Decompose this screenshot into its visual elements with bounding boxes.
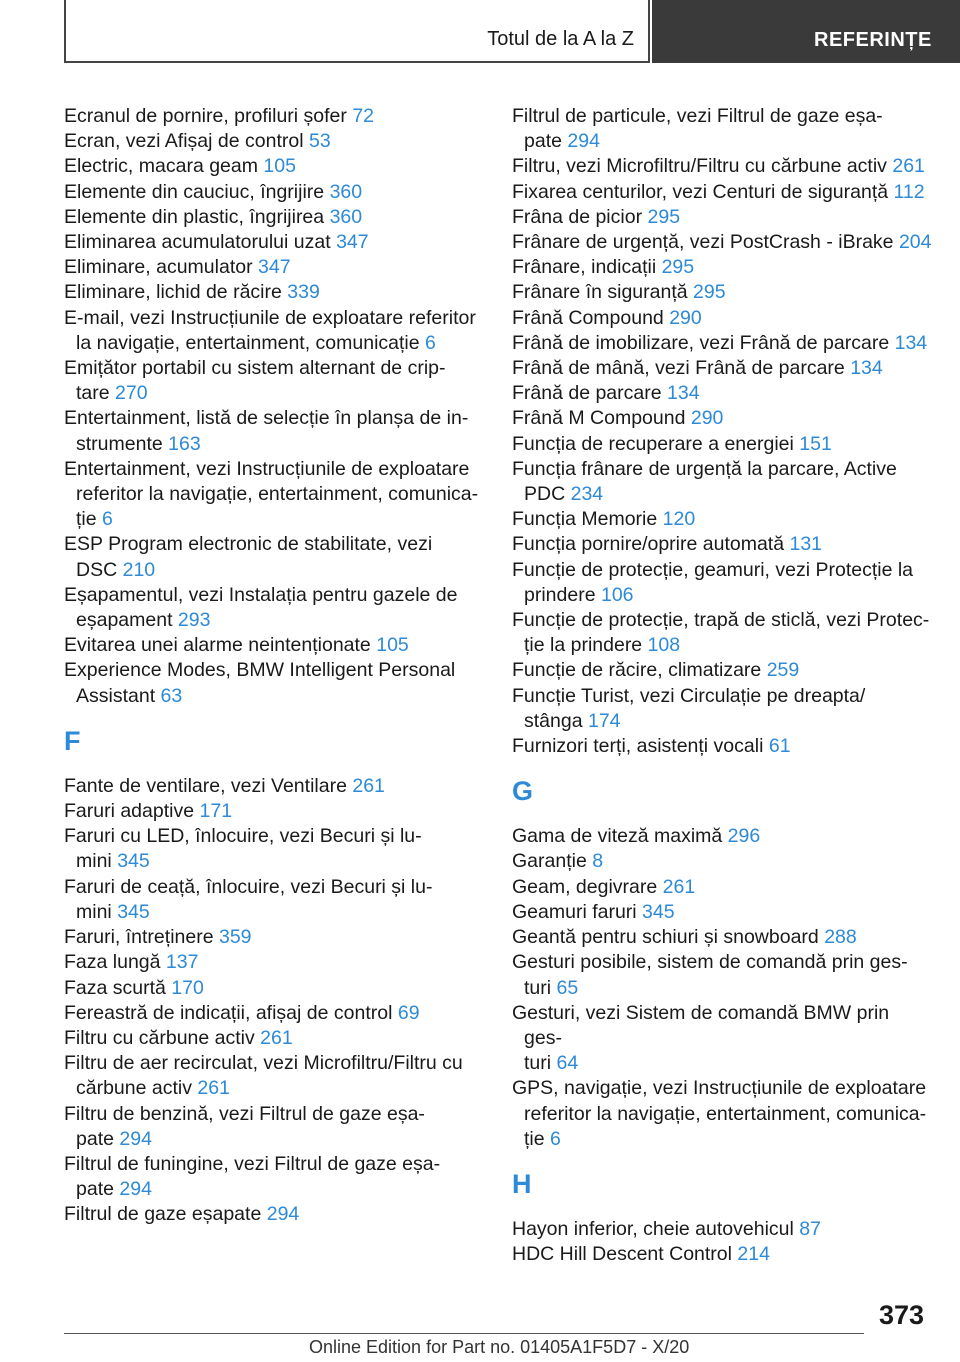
index-page-link[interactable]: 345 bbox=[117, 900, 150, 923]
index-page-link[interactable]: 295 bbox=[693, 281, 726, 304]
index-page-link[interactable]: 345 bbox=[642, 900, 675, 923]
index-page-link[interactable]: 105 bbox=[263, 155, 296, 178]
index-entry bbox=[512, 104, 932, 154]
index-entry-text: Fereastră de indicații, afișaj de control bbox=[64, 1001, 393, 1024]
index-page-link[interactable]: 64 bbox=[556, 1052, 579, 1075]
index-page-link[interactable]: 288 bbox=[824, 926, 857, 949]
index-entry-text: Frânare de urgență, vezi PostCrash - iBrake bbox=[512, 231, 894, 254]
index-page-link[interactable]: 210 bbox=[122, 558, 156, 581]
index-entry bbox=[64, 774, 484, 799]
index-entry-text: Furnizori terți, asistenți vocali bbox=[512, 735, 764, 758]
index-page-link[interactable]: 261 bbox=[352, 774, 385, 797]
index-entry bbox=[512, 532, 932, 557]
index-page-link[interactable]: 112 bbox=[893, 180, 925, 203]
index-page-link[interactable]: 134 bbox=[894, 331, 928, 354]
index-entry bbox=[64, 1202, 484, 1227]
index-entry bbox=[64, 532, 484, 582]
index-entry-text: Frână Compound bbox=[512, 306, 664, 329]
index-entry-text: Ecranul de pornire, profiluri șofer bbox=[64, 105, 347, 127]
index-entry-text: Funcția pornire/oprire automată bbox=[512, 533, 785, 556]
index-entry-text: Fixarea centurilor, vezi Centuri de siguranță bbox=[512, 180, 889, 203]
index-entry bbox=[64, 799, 484, 824]
index-page-link[interactable]: 360 bbox=[329, 180, 363, 203]
index-page-link[interactable]: 234 bbox=[570, 483, 604, 506]
index-column-right bbox=[512, 104, 932, 1267]
index-entry bbox=[512, 205, 932, 230]
footer-edition-text: Online Edition for Part no. 01405A1F5D7 - X/20 bbox=[309, 1337, 690, 1357]
index-entry-text: Funcția de recuperare a energiei bbox=[512, 432, 794, 455]
index-entry bbox=[512, 306, 932, 331]
header-title: Totul de la A la Z bbox=[487, 28, 634, 50]
index-page-link[interactable]: 63 bbox=[160, 684, 183, 707]
index-entry bbox=[512, 331, 932, 356]
index-page-link[interactable]: 294 bbox=[119, 1127, 152, 1150]
index-page-link[interactable]: 120 bbox=[662, 508, 696, 531]
index-entry bbox=[512, 230, 932, 255]
index-entry-text: Faruri, întreținere bbox=[64, 926, 214, 949]
index-entry-text: Funcția frânare de urgență la parcare, Active PDC bbox=[512, 457, 897, 506]
index-entry bbox=[512, 558, 932, 608]
index-page-link[interactable]: 61 bbox=[768, 735, 791, 758]
index-page-link[interactable]: 170 bbox=[171, 976, 204, 999]
index-entry-text: Filtrul de particule, vezi Filtrul de gaze eșa- pate bbox=[512, 105, 883, 153]
index-entry-text: Frână de parcare bbox=[512, 382, 662, 405]
index-entry-text: Ecran, vezi Afișaj de control bbox=[64, 130, 304, 153]
index-entry bbox=[64, 824, 484, 874]
index-entry bbox=[512, 457, 932, 507]
index-page-link[interactable]: 261 bbox=[260, 1026, 293, 1049]
index-entry-text: Funcție Turist, vezi Circulație pe dreapta/ stânga bbox=[512, 684, 866, 732]
index-page-link[interactable]: 347 bbox=[258, 256, 291, 279]
index-entry bbox=[64, 154, 484, 179]
header-section-label: REFERINȚE bbox=[814, 29, 932, 51]
index-page-link[interactable]: 294 bbox=[266, 1203, 300, 1226]
index-entry-text: Frână de imobilizare, vezi Frână de parcare bbox=[512, 331, 890, 354]
index-entry-text: Eliminare, acumulator bbox=[64, 256, 253, 279]
index-entry bbox=[64, 280, 484, 305]
index-entry bbox=[512, 1076, 932, 1152]
index-page-link[interactable]: 69 bbox=[397, 1001, 420, 1024]
index-entry bbox=[512, 658, 932, 683]
index-entry-text: Faruri de ceață, înlocuire, vezi Becuri și lu- mini bbox=[64, 875, 433, 923]
index-page-link[interactable]: 261 bbox=[662, 875, 696, 898]
index-entry bbox=[512, 824, 932, 849]
index-entry-text: Gama de viteză maximă bbox=[512, 825, 723, 848]
index-entry-text: Hayon inferior, cheie autovehicul bbox=[512, 1217, 794, 1240]
index-entry bbox=[512, 381, 932, 406]
index-entry-text: Filtru cu cărbune activ bbox=[64, 1026, 255, 1049]
index-entry-text: Entertainment, vezi Instrucțiunile de exploatare referitor la navigație, entertainment, comunica- ție bbox=[64, 457, 479, 531]
index-entry-text: Eliminare, lichid de răcire bbox=[64, 281, 282, 304]
index-entry bbox=[512, 849, 932, 874]
index-entry-text: Electric, macara geam bbox=[64, 155, 258, 178]
index-entry-text: Filtru de aer recirculat, vezi Microfiltru/Filtru cu cărbune activ bbox=[64, 1052, 463, 1100]
index-page-link[interactable]: 163 bbox=[168, 432, 201, 455]
index-entry bbox=[64, 406, 484, 456]
index-entry bbox=[64, 1102, 484, 1152]
index-entry bbox=[64, 633, 484, 658]
index-entry-text: Evitarea unei alarme neintenționate bbox=[64, 634, 371, 657]
index-page-link[interactable]: 261 bbox=[197, 1077, 230, 1100]
index-page-link[interactable]: 134 bbox=[667, 382, 700, 405]
index-entry bbox=[512, 950, 932, 1000]
index-page-link[interactable]: 295 bbox=[647, 205, 681, 228]
index-entry-text: Faza scurtă bbox=[64, 976, 166, 999]
index-entry bbox=[64, 104, 484, 129]
index-page-link[interactable]: 270 bbox=[115, 382, 148, 405]
index-entry-text: Faruri cu LED, înlocuire, vezi Becuri și lu- mini bbox=[64, 825, 422, 873]
index-entry bbox=[512, 900, 932, 925]
index-entry-text: Experience Modes, BMW Intelligent Personal Assistant bbox=[64, 659, 456, 707]
index-entry-text: Frână M Compound bbox=[512, 407, 686, 430]
index-page-link[interactable]: 87 bbox=[799, 1217, 821, 1240]
index-page-link[interactable]: 339 bbox=[287, 281, 320, 304]
footer-divider bbox=[64, 1333, 864, 1334]
index-entry bbox=[512, 180, 932, 205]
index-letter-heading: G bbox=[512, 776, 534, 807]
index-entry-text: Filtrul de funingine, vezi Filtrul de gaze eșa- pate bbox=[64, 1152, 441, 1201]
index-entry-text: Funcție de protecție, geamuri, vezi Protecție la prindere bbox=[512, 558, 914, 606]
header-section-tab bbox=[652, 0, 960, 63]
index-page-link[interactable]: 296 bbox=[727, 825, 761, 848]
index-page-link[interactable]: 290 bbox=[669, 306, 702, 329]
index-entry-text: Geantă pentru schiuri și snowboard bbox=[512, 926, 819, 949]
index-entry bbox=[512, 608, 932, 658]
index-entry bbox=[64, 976, 484, 1001]
index-entry bbox=[64, 129, 484, 154]
index-entry-text: HDC Hill Descent Control bbox=[512, 1243, 732, 1266]
index-entry-text: Filtru de benzină, vezi Filtrul de gaze eșa- pate bbox=[64, 1102, 425, 1150]
index-entry bbox=[64, 180, 484, 205]
index-page-link[interactable]: 295 bbox=[661, 256, 695, 279]
index-entry bbox=[512, 1242, 932, 1267]
index-entry-text: Elemente din plastic, îngrijirea bbox=[64, 205, 325, 228]
index-entry bbox=[64, 925, 484, 950]
index-entry bbox=[512, 432, 932, 457]
index-letter-heading: H bbox=[512, 1168, 532, 1199]
index-entry-text: Entertainment, listă de selecție în planșa de in- strumente bbox=[64, 407, 469, 455]
index-page-link[interactable]: 53 bbox=[308, 130, 331, 153]
index-page-link[interactable]: 360 bbox=[329, 205, 363, 228]
index-entry bbox=[64, 255, 484, 280]
index-entry-text: Gesturi posibile, sistem de comandă prin ges- turi bbox=[512, 951, 908, 999]
index-entry-text: Frânare, indicații bbox=[512, 256, 657, 279]
index-entry bbox=[64, 356, 484, 406]
index-entry bbox=[64, 875, 484, 925]
index-entry-text: Emițător portabil cu sistem alternant de crip- tare bbox=[64, 357, 446, 405]
index-entry bbox=[512, 925, 932, 950]
index-entry bbox=[512, 507, 932, 532]
index-page-link[interactable]: 174 bbox=[587, 709, 621, 732]
index-column-left bbox=[64, 104, 484, 1228]
index-page-link[interactable]: 106 bbox=[600, 583, 634, 606]
index-page-link[interactable]: 108 bbox=[647, 634, 681, 657]
index-entry bbox=[512, 734, 932, 759]
index-entry bbox=[64, 583, 484, 633]
index-entry bbox=[512, 255, 932, 280]
index-entry bbox=[64, 1026, 484, 1051]
index-entry-text: Eliminarea acumulatorului uzat bbox=[64, 231, 331, 254]
index-page-link[interactable]: 6 bbox=[425, 331, 436, 354]
index-entry-text: Filtrul de gaze eșapate bbox=[64, 1203, 262, 1226]
index-entry-text: Funcția Memorie bbox=[512, 508, 658, 531]
index-entry-text: Funcție de răcire, climatizare bbox=[512, 659, 762, 682]
index-entry-text: Fante de ventilare, vezi Ventilare bbox=[64, 774, 347, 797]
index-entry bbox=[64, 1001, 484, 1026]
index-entry bbox=[64, 950, 484, 975]
index-entry bbox=[64, 457, 484, 533]
index-page-link[interactable]: 6 bbox=[550, 1127, 561, 1150]
index-entry-text: Geam, degivrare bbox=[512, 875, 658, 898]
index-page-link[interactable]: 345 bbox=[117, 850, 150, 873]
index-page-link[interactable]: 294 bbox=[119, 1178, 152, 1201]
index-entry-text: Gesturi, vezi Sistem de comandă BMW prin ges- turi bbox=[512, 1001, 890, 1075]
index-page-link[interactable]: 131 bbox=[789, 533, 823, 556]
index-page-link[interactable]: 8 bbox=[592, 850, 604, 873]
index-entry-text: Faza lungă bbox=[64, 951, 161, 974]
index-page-link[interactable]: 137 bbox=[165, 951, 199, 974]
index-page-link[interactable]: 347 bbox=[336, 231, 369, 254]
index-entry-text: Frânare în siguranță bbox=[512, 281, 688, 304]
index-entry-text: Funcție de protecție, trapă de sticlă, vezi Protec- ție la prindere bbox=[512, 609, 930, 657]
index-entry bbox=[512, 875, 932, 900]
index-entry bbox=[512, 1217, 932, 1242]
index-entry bbox=[512, 406, 932, 431]
index-entry-text: Eșapamentul, vezi Instalația pentru gazele de eșapament bbox=[64, 583, 458, 632]
index-entry-text: E-mail, vezi Instrucțiunile de exploatare referitor la navigație, entertainment, comunicație bbox=[64, 306, 476, 354]
index-entry bbox=[64, 230, 484, 255]
index-entry-text: Elemente din cauciuc, îngrijire bbox=[64, 180, 325, 203]
index-page-link[interactable]: 293 bbox=[177, 609, 211, 632]
index-letter-heading: F bbox=[64, 725, 81, 756]
index-page-link[interactable]: 359 bbox=[218, 926, 252, 949]
index-page-link[interactable]: 105 bbox=[376, 634, 409, 657]
index-entry bbox=[64, 1152, 484, 1202]
index-entry bbox=[64, 205, 484, 230]
index-entry bbox=[512, 154, 932, 179]
page-number: 373 bbox=[878, 1300, 924, 1330]
index-entry-text: Geamuri faruri bbox=[512, 900, 637, 923]
index-page-link[interactable]: 171 bbox=[199, 800, 233, 823]
index-page-link[interactable]: 72 bbox=[352, 105, 375, 127]
index-page-link[interactable]: 294 bbox=[567, 130, 600, 153]
index-entry bbox=[512, 280, 932, 305]
index-entry bbox=[64, 1051, 484, 1101]
index-entry-text: Frână de mână, vezi Frână de parcare bbox=[512, 357, 845, 380]
index-page-link[interactable]: 151 bbox=[799, 432, 832, 455]
index-entry-text: Garanție bbox=[512, 850, 587, 873]
index-entry bbox=[512, 356, 932, 381]
index-page-link[interactable]: 290 bbox=[690, 407, 724, 430]
index-entry bbox=[512, 1001, 932, 1077]
index-entry-text: Faruri adaptive bbox=[64, 800, 195, 823]
index-page-link[interactable]: 214 bbox=[737, 1243, 770, 1266]
index-page-link[interactable]: 204 bbox=[898, 231, 932, 254]
index-entry-text: GPS, navigație, vezi Instrucțiunile de exploatare referitor la navigație, entertainment, comunica- ție bbox=[512, 1077, 927, 1150]
index-page-link[interactable]: 259 bbox=[766, 659, 800, 682]
index-entry-text: Filtru, vezi Microfiltru/Filtru cu cărbune activ bbox=[512, 155, 887, 178]
header-title-box bbox=[64, 0, 650, 63]
index-page-link[interactable]: 65 bbox=[556, 976, 579, 999]
index-entry bbox=[64, 658, 484, 708]
index-entry bbox=[512, 684, 932, 734]
index-page-link[interactable]: 261 bbox=[892, 155, 925, 178]
index-entry-text: ESP Program electronic de stabilitate, vezi DSC bbox=[64, 533, 433, 581]
index-entry bbox=[64, 306, 484, 356]
index-entry-text: Frâna de picior bbox=[512, 205, 643, 228]
index-page-link[interactable]: 134 bbox=[850, 357, 883, 380]
index-page-link[interactable]: 6 bbox=[102, 508, 113, 531]
